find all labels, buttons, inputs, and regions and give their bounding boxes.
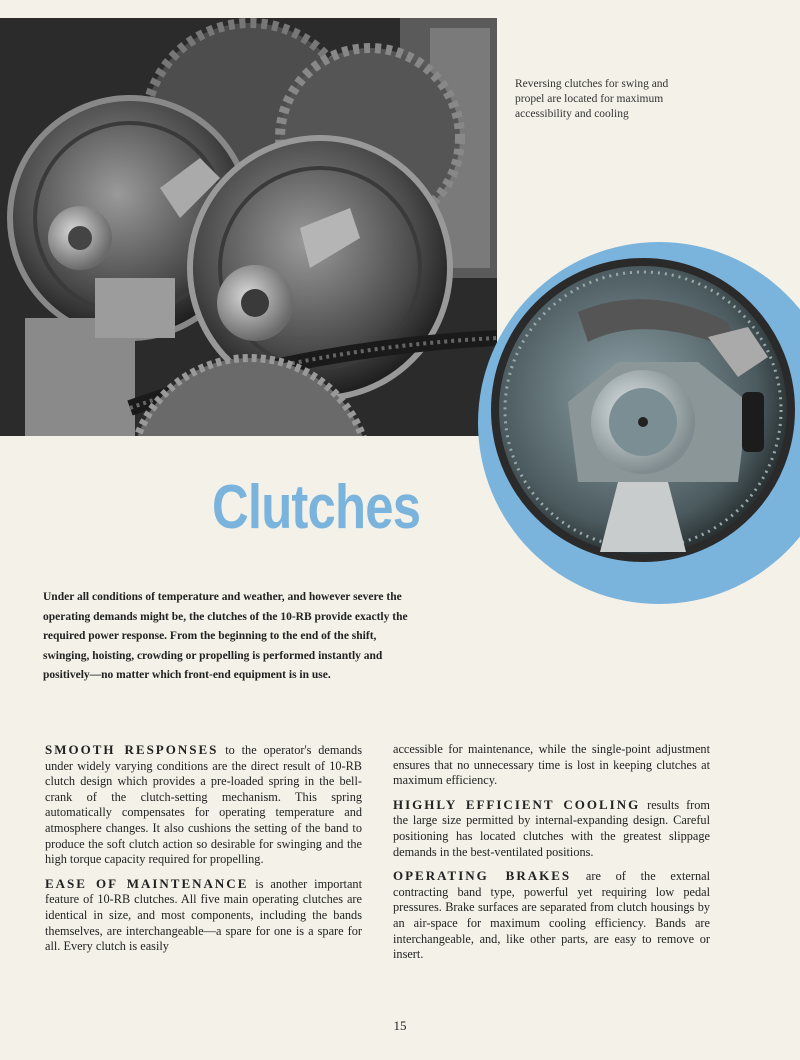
section-heading: SMOOTH RESPONSES xyxy=(45,742,219,757)
clutch-machinery-photo xyxy=(0,18,497,436)
section-body: are of the external contracting band type, powerful yet requiring low pedal pressures. Brake surfaces are separated from clutch housings by an air-space for maximum cooling efficiency. Bands are interchangeable, and, like other parts, are easy to remove or insert. xyxy=(393,869,710,962)
section-heading: OPERATING BRAKES xyxy=(393,868,572,884)
section-body: accessible for maintenance, while the single-point adjustment ensures that no unnecessary time is lost in keeping clutches at maximum efficiency. xyxy=(393,742,710,788)
section-body: to the operator's demands under widely varying conditions are the direct result of 10-RB clutch design which provides a pre-loaded spring in the bell-crank of the clutch-setting mechanism. This spring automatically compensates for operating temperature and atmosphere changes. It also cushions the setting of the band to produce the soft clutch action so desirable for swinging and the high torque capacity required for propelling. xyxy=(45,743,362,867)
page-number: 15 xyxy=(393,1018,407,1033)
photo-caption: Reversing clutches for swing and propel are located for maximum accessibility and cooling xyxy=(515,78,669,120)
section-heading: HIGHLY EFFICIENT COOLING xyxy=(393,796,641,812)
body-column-right xyxy=(393,742,710,971)
intro-paragraph: Under all conditions of temperature and weather, and however severe the operating demands might be, the clutches of the 10-RB provide exactly the required power response. From the beginning to the end of the shift, swinging, hoisting, crowding or propelling is performed instantly and positively—no matter which front-end equipment is in use. xyxy=(43,591,408,681)
section-smooth-responses xyxy=(45,742,362,868)
section-operating-brakes xyxy=(393,868,710,963)
section-highly-efficient-cooling xyxy=(393,797,710,860)
section-body: is another important feature of 10-RB clutches. All five main operating clutches are identical in size, and most components, including the bands themselves, are interchangeable—a spare for one is a spare for all. Every clutch is easily xyxy=(45,876,362,954)
clutch-closeup-illustration xyxy=(478,242,800,604)
section-body: results from the large size permitted by internal-expanding design. Careful positioning has located clutches with the greatest slippage demands in the best-ventilated positions. xyxy=(393,797,710,859)
section-maintenance-continued xyxy=(393,742,710,789)
page-title: Clutches xyxy=(212,473,421,542)
section-heading: EASE OF MAINTENANCE xyxy=(45,875,249,891)
section-ease-of-maintenance xyxy=(45,876,362,955)
clutch-machinery-illustration xyxy=(0,18,497,436)
body-column-left xyxy=(45,742,362,963)
clutch-closeup-circle xyxy=(478,242,800,604)
